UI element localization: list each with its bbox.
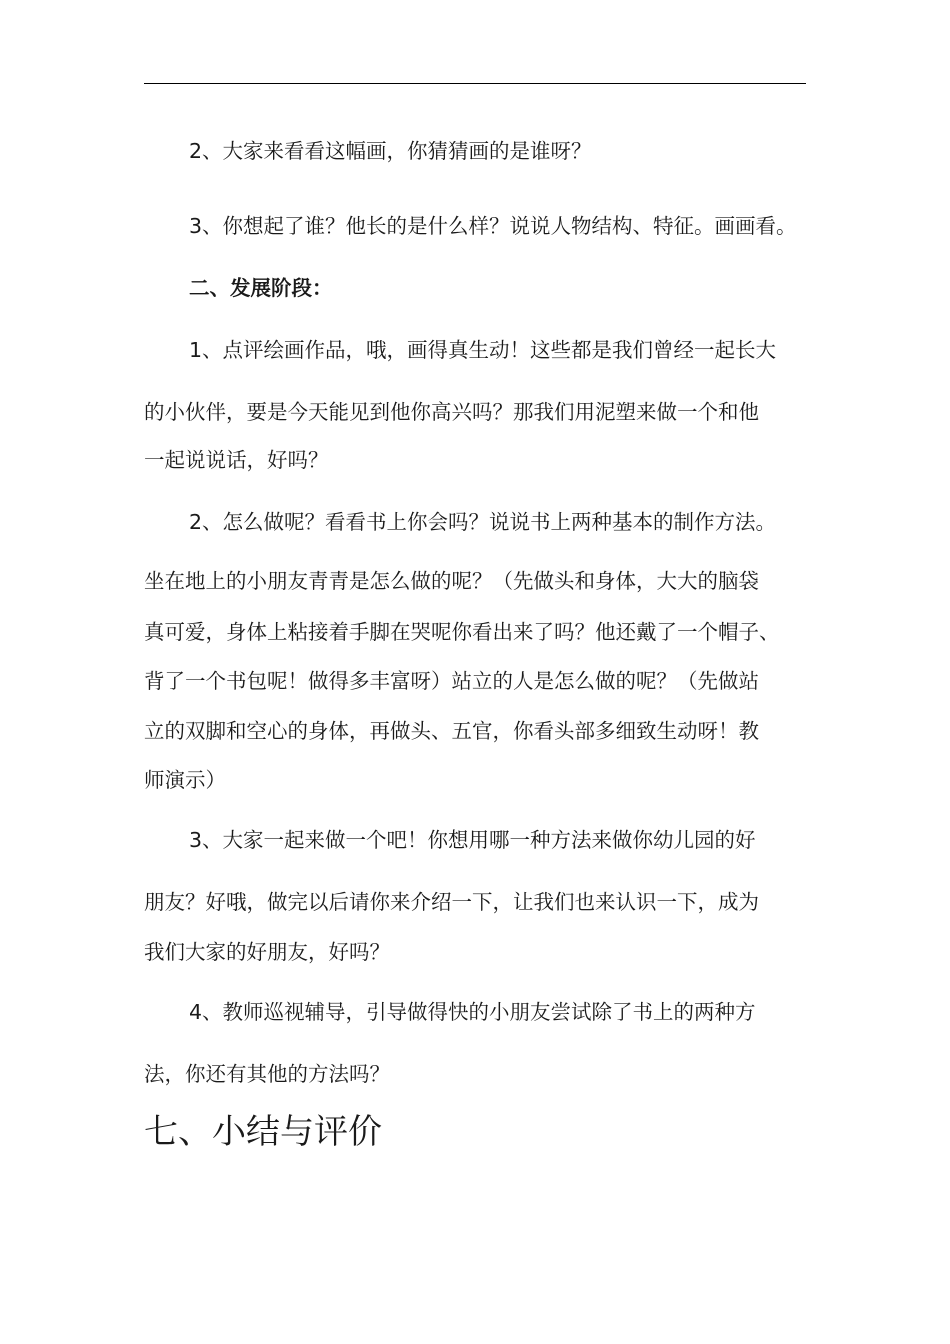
paragraph-line: 3、你想起了谁？他长的是什么样？说说人物结构、特征。画画看。: [189, 214, 797, 238]
paragraph-line: 师演示）: [144, 768, 226, 792]
section-heading: 七、小结与评价: [144, 1112, 382, 1152]
paragraph-line: 朋友？好哦，做完以后请你来介绍一下，让我们也来认识一下，成为: [144, 890, 759, 914]
section-subheading: 二、发展阶段：: [189, 276, 333, 300]
paragraph-line: 法，你还有其他的方法吗？: [144, 1062, 390, 1086]
paragraph-line: 3、大家一起来做一个吧！你想用哪一种方法来做你幼儿园的好: [189, 828, 756, 852]
paragraph-line: 我们大家的好朋友，好吗？: [144, 940, 390, 964]
paragraph-line: 2、怎么做呢？看看书上你会吗？说说书上两种基本的制作方法。: [189, 510, 777, 534]
paragraph-line: 2、大家来看看这幅画，你猜猜画的是谁呀？: [189, 139, 592, 163]
paragraph-line: 的小伙伴，要是今天能见到他你高兴吗？那我们用泥塑来做一个和他: [144, 400, 759, 424]
paragraph-line: 背了一个书包呢！做得多丰富呀）站立的人是怎么做的呢？（先做站: [144, 669, 759, 693]
paragraph-line: 4、教师巡视辅导，引导做得快的小朋友尝试除了书上的两种方: [189, 1000, 756, 1024]
paragraph-line: 真可爱，身体上粘接着手脚在哭呢你看出来了吗？他还戴了一个帽子、: [144, 620, 780, 644]
paragraph-line: 一起说说话，好吗？: [144, 448, 329, 472]
header-rule: [144, 83, 806, 84]
paragraph-line: 坐在地上的小朋友青青是怎么做的呢？（先做头和身体，大大的脑袋: [144, 569, 759, 593]
paragraph-line: 1、点评绘画作品，哦，画得真生动！这些都是我们曾经一起长大: [189, 338, 777, 362]
paragraph-line: 立的双脚和空心的身体，再做头、五官，你看头部多细致生动呀！教: [144, 719, 759, 743]
